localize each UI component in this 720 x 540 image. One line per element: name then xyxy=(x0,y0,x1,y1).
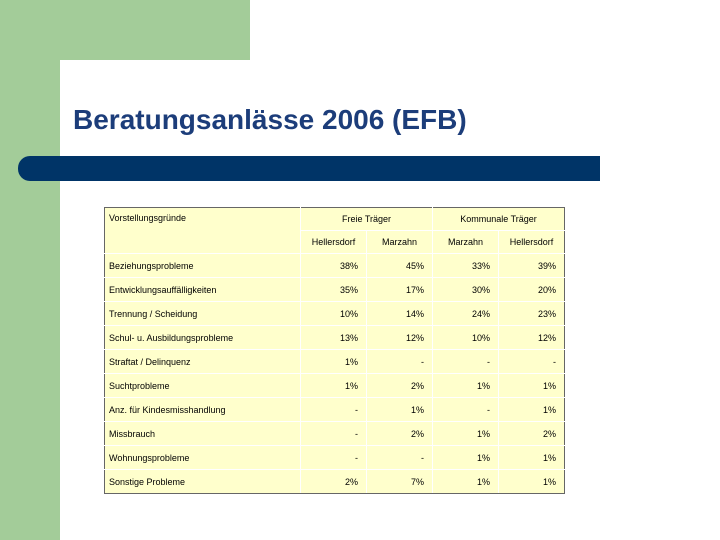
table-row xyxy=(105,422,565,446)
row-label: Missbrauch xyxy=(105,422,301,446)
table-row xyxy=(105,398,565,422)
value-cell: 2% xyxy=(301,470,367,494)
value-cell: 1% xyxy=(499,374,565,398)
subheader-hellersdorf-kommunal: Hellersdorf xyxy=(499,231,565,254)
value-cell: 1% xyxy=(367,398,433,422)
decorative-top-band xyxy=(0,0,250,60)
value-cell: 7% xyxy=(367,470,433,494)
value-cell: 17% xyxy=(367,278,433,302)
value-cell: 1% xyxy=(301,350,367,374)
table-row xyxy=(105,302,565,326)
value-cell: 1% xyxy=(433,374,499,398)
value-cell: 1% xyxy=(499,470,565,494)
table-row xyxy=(105,470,565,494)
table-row xyxy=(105,446,565,470)
value-cell: 1% xyxy=(433,470,499,494)
row-label: Straftat / Delinquenz xyxy=(105,350,301,374)
value-cell: - xyxy=(367,446,433,470)
group-header-kommunale-traeger: Kommunale Träger xyxy=(433,208,565,231)
value-cell: 14% xyxy=(367,302,433,326)
value-cell: 13% xyxy=(301,326,367,350)
row-label: Entwicklungsauffälligkeiten xyxy=(105,278,301,302)
value-cell: - xyxy=(499,350,565,374)
value-cell: 10% xyxy=(433,326,499,350)
title-underline-bar xyxy=(18,156,600,181)
table-row xyxy=(105,278,565,302)
stub-header: Vorstellungsgründe xyxy=(105,208,301,254)
value-cell: 30% xyxy=(433,278,499,302)
decorative-left-band xyxy=(0,0,60,540)
table-row xyxy=(105,326,565,350)
value-cell: - xyxy=(301,446,367,470)
row-label: Anz. für Kindesmisshandlung xyxy=(105,398,301,422)
value-cell: 1% xyxy=(499,446,565,470)
subheader-marzahn-freie: Marzahn xyxy=(367,231,433,254)
data-table xyxy=(104,207,565,494)
value-cell: 33% xyxy=(433,254,499,278)
value-cell: 1% xyxy=(301,374,367,398)
table-body xyxy=(105,208,565,494)
slide-title: Beratungsanlässe 2006 (EFB) xyxy=(73,104,467,135)
table-header-row-groups xyxy=(105,208,565,231)
group-header-freie-traeger: Freie Träger xyxy=(301,208,433,231)
row-label: Trennung / Scheidung xyxy=(105,302,301,326)
table-row xyxy=(105,350,565,374)
value-cell: - xyxy=(433,398,499,422)
value-cell: 12% xyxy=(367,326,433,350)
subheader-hellersdorf-freie: Hellersdorf xyxy=(301,231,367,254)
value-cell: 12% xyxy=(499,326,565,350)
value-cell: 2% xyxy=(367,422,433,446)
row-label: Beziehungsprobleme xyxy=(105,254,301,278)
value-cell: - xyxy=(367,350,433,374)
value-cell: 2% xyxy=(499,422,565,446)
value-cell: 20% xyxy=(499,278,565,302)
value-cell: 45% xyxy=(367,254,433,278)
value-cell: 1% xyxy=(433,422,499,446)
value-cell: 23% xyxy=(499,302,565,326)
value-cell: 39% xyxy=(499,254,565,278)
row-label: Sonstige Probleme xyxy=(105,470,301,494)
value-cell: - xyxy=(301,422,367,446)
value-cell: 1% xyxy=(433,446,499,470)
value-cell: 24% xyxy=(433,302,499,326)
row-label: Schul- u. Ausbildungsprobleme xyxy=(105,326,301,350)
table-row xyxy=(105,254,565,278)
row-label: Wohnungsprobleme xyxy=(105,446,301,470)
value-cell: - xyxy=(301,398,367,422)
value-cell: - xyxy=(433,350,499,374)
value-cell: 35% xyxy=(301,278,367,302)
value-cell: 2% xyxy=(367,374,433,398)
value-cell: 10% xyxy=(301,302,367,326)
table-row xyxy=(105,374,565,398)
row-label: Suchtprobleme xyxy=(105,374,301,398)
value-cell: 1% xyxy=(499,398,565,422)
value-cell: 38% xyxy=(301,254,367,278)
subheader-marzahn-kommunal: Marzahn xyxy=(433,231,499,254)
